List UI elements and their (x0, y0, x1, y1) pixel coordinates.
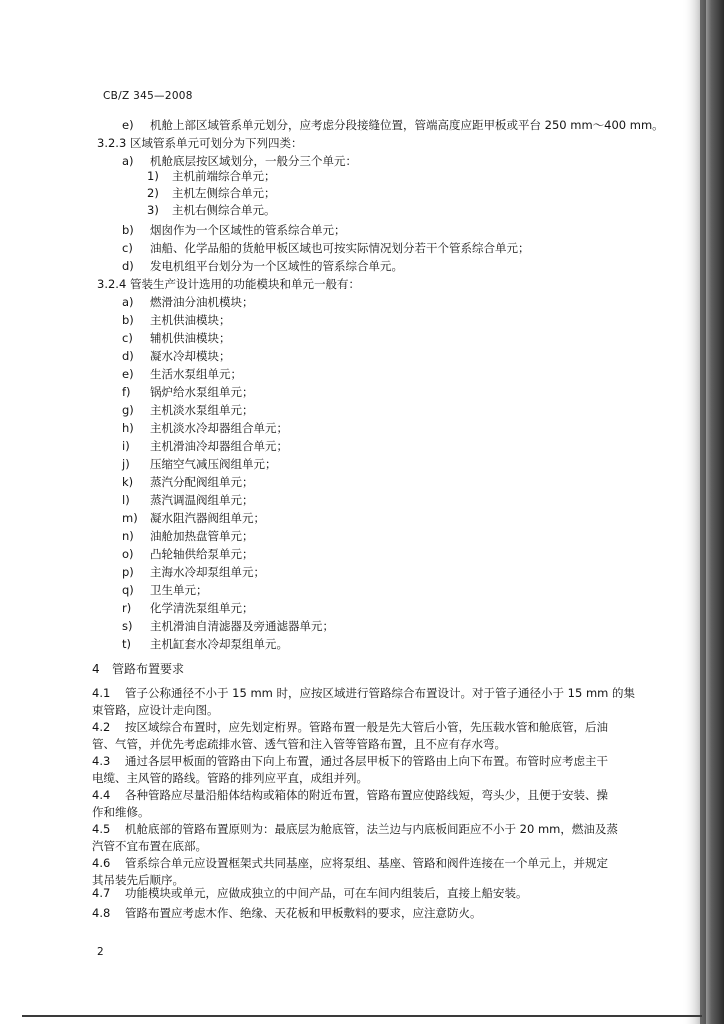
section-4-title: 管路布置要求 (112, 662, 185, 676)
paragraph-line-1: 管系综合单元应设置框架式共同基座，应将泵组、基座、管路和阀件连接在一个单元上，并规定 (125, 856, 608, 870)
page-number: 2 (97, 946, 104, 958)
clause-number: 2) (147, 186, 159, 200)
paragraph-line-1: 管路布置应考虑木作、绝缘、天花板和甲板敷料的要求，应注意防火。 (125, 906, 482, 920)
paragraph-line-2: 束管路，应设计走向图。 (92, 703, 219, 717)
clause-text: 油舱加热盘管单元； (150, 529, 254, 543)
clause-text: 主机滑油冷却器组合单元； (150, 439, 288, 453)
section-4-number: 4 (92, 662, 100, 676)
clause-text: 凸轮轴供给泵单元； (150, 547, 254, 561)
clause-number: e) (122, 367, 134, 381)
clause-text: 主机供油模块； (150, 313, 231, 327)
clause-number: 1) (147, 169, 159, 183)
paragraph-line-1: 机舱底部的管路布置原则为：最底层为舱底管，法兰边与内底板间距应不小于 20 mm，燃油及蒸 (125, 822, 618, 836)
clause-text: 烟囱作为一个区域性的管系综合单元； (150, 223, 346, 237)
clause-number: k) (122, 475, 134, 489)
clause-number: l) (122, 493, 130, 507)
clause-text: 机舱上部区域管系单元划分，应考虑分段接缝位置，管端高度应距甲板或平台 250 mm～400 mm。 (150, 118, 664, 132)
clause-text: 卫生单元； (150, 583, 208, 597)
clause-text: 主海水冷却泵组单元； (150, 565, 265, 579)
clause-text: 锅炉给水泵组单元； (150, 385, 254, 399)
clause-number: q) (122, 583, 134, 597)
clause-number: b) (122, 223, 134, 237)
clause-text: 机舱底层按区域划分，一般分三个单元： (150, 154, 357, 168)
clause-text: 主机左侧综合单元； (172, 186, 276, 200)
paragraph-number: 4.2 (92, 720, 111, 734)
section-4-heading (92, 660, 184, 677)
paragraph-line-1: 管子公称通径不小于 15 mm 时，应按区域进行管路综合布置设计。对于管子通径小于 15 mm 的集 (125, 686, 636, 700)
paragraph-line-2: 汽管不宜布置在底部。 (92, 839, 207, 853)
clause-number: a) (122, 154, 134, 168)
clause-text: 管装生产设计选用的功能模块和单元一般有： (130, 277, 360, 291)
paragraph-line-2: 管、气管，并优先考虑疏排水管、透气管和注入管等管路布置，且不应有存水弯。 (92, 737, 506, 751)
paragraph-number: 4.4 (92, 788, 111, 802)
clause-number: p) (122, 565, 134, 579)
clause-text: 主机前端综合单元； (172, 169, 276, 183)
clause-number: e) (122, 118, 134, 132)
clause-text: 凝水阻汽器阀组单元； (150, 511, 265, 525)
clause-number: 3.2.3 (97, 136, 127, 150)
clause-text: 生活水泵组单元； (150, 367, 242, 381)
clause-text: 燃滑油分油机模块； (150, 295, 254, 309)
clause-text: 油船、化学品船的货舱甲板区域也可按实际情况划分若干个管系综合单元； (150, 241, 530, 255)
paragraph-line-1: 通过各层甲板面的管路由下向上布置，通过各层甲板下的管路由上向下布置。布管时应考虑主干 (125, 754, 608, 768)
paragraph-line-2: 电缆、主风管的路线。管路的排列应平直，成组并列。 (92, 771, 368, 785)
paragraph-line-1: 按区域综合布置时，应先划定桁界。管路布置一般是先大管后小管，先压载水管和舱底管，后油 (125, 720, 608, 734)
clause-text: 主机右侧综合单元。 (172, 203, 276, 217)
paragraph-line-2: 其吊装先后顺序。 (92, 873, 184, 887)
clause-number: d) (122, 259, 134, 273)
clause-number: b) (122, 313, 134, 327)
clause-number: j) (122, 457, 130, 471)
clause-number: s) (122, 619, 133, 633)
paragraph-number: 4.1 (92, 686, 111, 700)
paragraph-number: 4.6 (92, 856, 111, 870)
scan-edge-shadow (682, 0, 724, 1024)
document-code-header: CB/Z 345—2008 (103, 90, 193, 102)
clause-number: i) (122, 439, 130, 453)
clause-text: 主机滑油自清滤器及旁通滤器单元； (150, 619, 334, 633)
clause-number: 3) (147, 203, 159, 217)
clause-number: m) (122, 511, 138, 525)
clause-text: 主机淡水泵组单元； (150, 403, 254, 417)
clause-text: 化学清洗泵组单元； (150, 601, 254, 615)
clause-text: 辅机供油模块； (150, 331, 231, 345)
paragraph-line-1: 功能模块或单元，应做成独立的中间产品，可在车间内组装后，直接上船安装。 (125, 886, 528, 900)
clause-text: 蒸汽调温阀组单元； (150, 493, 254, 507)
paragraph-line-1: 各种管路应尽量沿船体结构或箱体的附近布置，管路布置应使路线短，弯头少，且便于安装、操 (125, 788, 608, 802)
paragraph-number: 4.7 (92, 886, 111, 900)
paragraph-number: 4.5 (92, 822, 111, 836)
clause-text: 区域管系单元可划分为下列四类： (130, 136, 303, 150)
clause-text: 凝水冷却模块； (150, 349, 231, 363)
clause-number: f) (122, 385, 131, 399)
clause-number: o) (122, 547, 134, 561)
clause-number: c) (122, 241, 133, 255)
clause-text: 压缩空气减压阀组单元； (150, 457, 277, 471)
clause-text: 主机缸套水冷却泵组单元。 (150, 637, 288, 651)
clause-number: c) (122, 331, 133, 345)
clause-number: h) (122, 421, 134, 435)
clause-number: a) (122, 295, 134, 309)
clause-number: r) (122, 601, 132, 615)
clause-text: 主机淡水冷却器组合单元； (150, 421, 288, 435)
clause-number: g) (122, 403, 134, 417)
clause-number: 3.2.4 (97, 277, 127, 291)
paragraph-number: 4.8 (92, 906, 111, 920)
clause-text: 蒸汽分配阀组单元； (150, 475, 254, 489)
clause-number: n) (122, 529, 134, 543)
clause-number: d) (122, 349, 134, 363)
bottom-rule (22, 1015, 702, 1017)
paragraph-line-2: 作和维修。 (92, 805, 150, 819)
paragraph-number: 4.3 (92, 754, 111, 768)
clause-number: t) (122, 637, 131, 651)
clause-text: 发电机组平台划分为一个区域性的管系综合单元。 (150, 259, 403, 273)
